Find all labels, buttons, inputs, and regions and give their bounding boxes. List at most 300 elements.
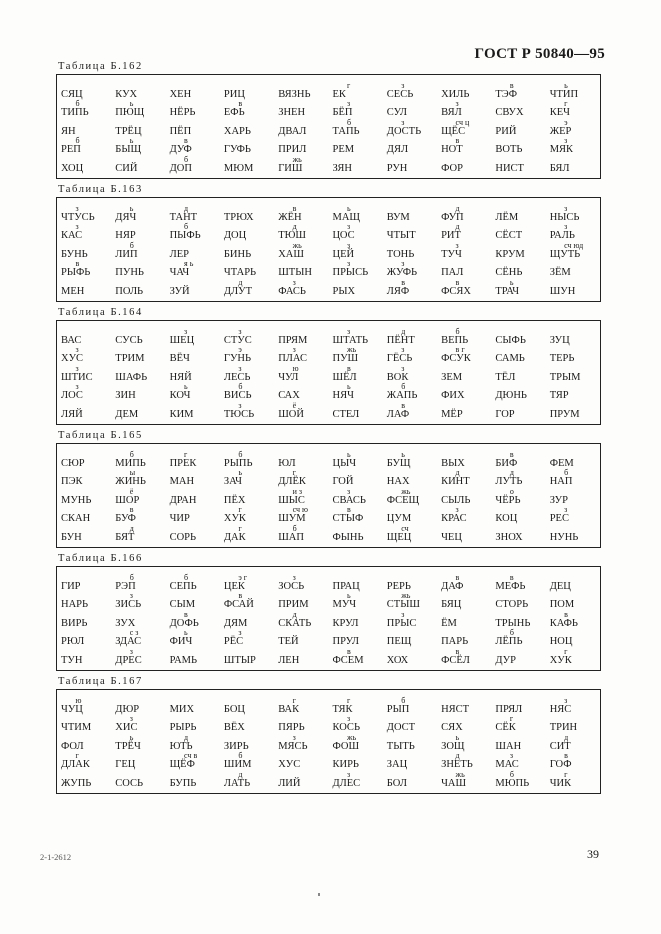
word-cell <box>274 778 328 790</box>
word-text: ЛАТЬ <box>223 778 251 789</box>
word-text: ПРЫС <box>386 617 417 629</box>
word-text: СОРЬ <box>169 532 197 543</box>
table-row <box>57 101 600 120</box>
pronunciation-note: жь <box>401 486 411 496</box>
word-text: БОЛ <box>386 778 407 789</box>
pronunciation-note: в <box>455 572 460 582</box>
table-row <box>57 470 600 489</box>
word-cell <box>383 107 437 119</box>
word-text: ДОП <box>169 163 192 174</box>
word-cell <box>546 163 600 175</box>
pronunciation-note: жь <box>292 155 302 164</box>
word-cell <box>220 163 274 175</box>
pronunciation-note: жь <box>401 591 411 601</box>
word-cell <box>57 89 111 101</box>
word-text: ТРЮХ <box>223 211 254 223</box>
word-text: САХ <box>278 390 300 402</box>
pronunciation-note: з <box>401 117 405 127</box>
pronunciation-note: в <box>564 751 568 761</box>
word-text: ЧТУСЬ <box>61 211 95 223</box>
word-text: ДОФЬ <box>169 617 199 629</box>
word-cell <box>111 618 165 630</box>
word-text: БУЩ <box>386 457 411 469</box>
word-text: СИТ <box>549 740 571 752</box>
word-cell <box>57 286 111 298</box>
word-cell <box>383 695 437 716</box>
pronunciation-note: з <box>75 382 79 392</box>
word-cell <box>437 390 491 402</box>
word-text: ДОЦ <box>223 230 247 242</box>
word-cell <box>111 163 165 175</box>
word-cell <box>383 230 437 242</box>
pronunciation-note: з <box>346 326 351 336</box>
word-cell <box>546 732 600 753</box>
word-text: СЯХ <box>441 722 463 734</box>
word-cell <box>111 230 165 242</box>
pronunciation-note: в <box>184 136 188 146</box>
word-cell <box>274 609 328 630</box>
word-cell <box>111 732 165 753</box>
table-row <box>57 402 600 421</box>
word-cell <box>546 505 600 525</box>
word-cell <box>220 628 274 648</box>
word-cell <box>220 495 274 507</box>
word-cell <box>437 409 491 421</box>
word-cell <box>491 80 545 101</box>
word-cell <box>437 770 491 790</box>
word-cell <box>220 126 274 138</box>
pronunciation-note: б <box>401 382 406 392</box>
word-cell <box>491 163 545 175</box>
word-cell <box>57 222 111 242</box>
word-cell <box>328 286 382 298</box>
word-cell <box>57 618 111 630</box>
pronunciation-note: с з <box>129 628 139 638</box>
word-text: ФИХ <box>441 390 465 402</box>
pronunciation-note: б <box>238 382 243 392</box>
word-text: ЧИР <box>169 513 190 525</box>
word-cell <box>57 778 111 790</box>
pronunciation-note: б <box>75 136 80 146</box>
word-cell <box>57 722 111 734</box>
word-text: ШЁЛ <box>332 371 357 383</box>
word-text: ЩЁС <box>441 125 466 137</box>
word-cell <box>111 240 165 261</box>
word-cell <box>111 136 165 156</box>
word-cell <box>546 532 600 544</box>
pronunciation-note: г <box>564 99 568 109</box>
word-cell <box>274 267 328 279</box>
word-cell <box>220 524 274 544</box>
word-cell <box>546 495 600 507</box>
word-text: БЯЦ <box>441 599 462 611</box>
word-text: ФСАЙ <box>223 599 254 611</box>
pronunciation-note: и з <box>292 486 303 496</box>
word-text: ШЕЦ <box>169 334 195 346</box>
pronunciation-note: з <box>75 363 79 373</box>
pronunciation-note: з <box>509 751 514 761</box>
word-text: ХУК <box>549 655 572 666</box>
word-cell <box>328 449 382 470</box>
word-cell <box>491 126 545 138</box>
word-text: НАРЬ <box>61 599 89 611</box>
word-cell <box>546 203 600 224</box>
word-text: ФСЯХ <box>441 286 471 297</box>
word-text: ГУНЬ <box>223 353 252 365</box>
word-text: ПЫФЬ <box>169 230 201 242</box>
word-cell <box>437 495 491 507</box>
word-text: ГУФЬ <box>223 144 251 156</box>
pronunciation-note: д <box>564 732 569 742</box>
word-cell <box>166 599 220 611</box>
table-row <box>57 451 600 470</box>
word-text: ЮТЬ <box>169 740 193 752</box>
pronunciation-note: б <box>238 751 243 761</box>
word-cell <box>546 751 600 771</box>
word-text: ЗОСЬ <box>278 580 305 592</box>
pronunciation-note: з <box>401 259 405 269</box>
document-title: ГОСТ Р 50840—95 <box>474 46 605 62</box>
pronunciation-note: д <box>238 770 243 779</box>
word-cell <box>491 770 545 790</box>
word-text: ЛОС <box>61 390 83 402</box>
word-cell <box>274 126 328 138</box>
word-cell <box>328 770 382 790</box>
word-cell <box>220 144 274 156</box>
table-caption: Таблица Б.166 <box>58 553 143 564</box>
word-text: СТЫФ <box>332 513 364 525</box>
pronunciation-note: з <box>346 259 351 269</box>
word-text: ЛУТЬ <box>495 476 523 488</box>
pronunciation-note: в г <box>455 345 465 355</box>
pronunciation-note: в <box>292 203 297 213</box>
word-text: ДЛАК <box>61 759 90 771</box>
word-table <box>56 320 601 425</box>
pronunciation-note: з <box>346 770 351 779</box>
word-cell <box>220 591 274 611</box>
word-text: ПЮЩ <box>115 107 145 119</box>
pronunciation-note: з <box>238 326 242 336</box>
word-text: ШТАТЬ <box>332 334 369 346</box>
word-text: ЦУМ <box>386 513 412 525</box>
word-text: ПЭК <box>61 476 83 488</box>
word-cell <box>491 212 545 224</box>
word-text: БУН <box>61 532 82 543</box>
word-text: ЗДАС <box>115 636 142 648</box>
word-cell <box>111 449 165 470</box>
pronunciation-note: з <box>564 505 568 515</box>
word-text: ТРАЧ <box>495 286 520 297</box>
word-cell <box>546 468 600 488</box>
word-cell <box>328 203 382 224</box>
pronunciation-note: з <box>564 136 568 146</box>
word-text: ТРИМ <box>115 353 145 365</box>
word-text: НЯР <box>115 230 136 242</box>
word-cell <box>57 655 111 667</box>
pronunciation-note: з <box>401 345 405 355</box>
pronunciation-note: д <box>455 751 460 761</box>
word-cell <box>57 532 111 544</box>
pronunciation-note: я ь <box>184 259 194 269</box>
word-cell <box>166 449 220 470</box>
table-row <box>57 279 600 298</box>
pronunciation-note: в <box>184 609 188 619</box>
table-row <box>57 753 600 772</box>
word-cell <box>220 741 274 753</box>
word-text: ВЫХ <box>441 457 465 469</box>
word-text: ТЮШ <box>278 230 306 242</box>
word-text: РЫП <box>386 703 410 715</box>
word-text: ДЯМ <box>223 617 248 629</box>
word-cell <box>166 259 220 279</box>
pronunciation-note: д <box>184 732 189 742</box>
pronunciation-note: б <box>184 572 189 582</box>
word-cell <box>328 409 382 421</box>
pronunciation-note: з <box>238 401 242 410</box>
word-cell <box>328 163 382 175</box>
word-cell <box>328 80 382 101</box>
word-cell <box>383 80 437 101</box>
word-text: ТЁЛ <box>495 371 516 383</box>
word-cell <box>383 144 437 156</box>
word-cell <box>491 655 545 667</box>
word-text: РЁС <box>223 636 244 648</box>
table-row <box>57 138 600 157</box>
word-text: ЕФЬ <box>223 107 245 119</box>
pronunciation-note: з <box>238 628 242 638</box>
pronunciation-note: з <box>564 222 568 232</box>
word-text: ДЮНЬ <box>495 390 527 402</box>
word-text: ПРЫСЬ <box>332 267 369 279</box>
word-cell <box>491 486 545 507</box>
word-cell <box>166 722 220 734</box>
word-cell <box>383 722 437 734</box>
word-cell <box>383 259 437 279</box>
word-text: ХУС <box>278 759 301 771</box>
word-text: ФЫНЬ <box>332 532 364 543</box>
word-cell <box>328 618 382 630</box>
word-text: СВАСЬ <box>332 494 366 506</box>
word-text: ТЕРЬ <box>549 353 575 365</box>
pronunciation-note: д <box>455 203 460 213</box>
word-cell <box>111 468 165 488</box>
word-text: РИЙ <box>495 125 517 137</box>
table-caption: Таблица Б.165 <box>58 430 143 441</box>
word-cell <box>166 476 220 488</box>
word-text: НУНЬ <box>549 532 579 543</box>
word-cell <box>166 609 220 630</box>
word-text: РИТ <box>441 230 461 242</box>
pronunciation-note: ь <box>129 203 134 213</box>
word-text: ЁМ <box>441 617 457 629</box>
pronunciation-note: в <box>401 278 406 287</box>
word-text: ЖИНЬ <box>115 476 146 488</box>
word-text: ЖУФЬ <box>386 267 418 279</box>
word-cell <box>166 751 220 771</box>
word-table <box>56 443 601 548</box>
word-cell <box>220 363 274 384</box>
word-text: МЮПЬ <box>495 778 530 789</box>
word-cell <box>111 409 165 421</box>
word-text: РЫПЬ <box>223 457 253 469</box>
word-cell <box>437 647 491 667</box>
word-cell <box>491 107 545 119</box>
print-code: 2-1-2612 <box>40 852 72 862</box>
word-cell <box>491 353 545 365</box>
word-cell <box>328 345 382 365</box>
word-text: ГИШ <box>278 163 303 174</box>
pronunciation-note: г <box>238 505 242 515</box>
word-text: МУНЬ <box>61 494 92 506</box>
word-text: СУСЬ <box>115 334 143 346</box>
word-text: НЯСТ <box>441 703 470 715</box>
word-cell <box>328 259 382 279</box>
word-text: ЖАПЬ <box>386 390 418 402</box>
pronunciation-note: з <box>75 203 79 213</box>
word-text: КАС <box>61 230 83 242</box>
word-text: БЯЛ <box>549 163 570 174</box>
word-cell <box>57 363 111 384</box>
word-cell <box>383 363 437 384</box>
word-text: МЯСЬ <box>278 740 308 752</box>
pronunciation-note: д <box>401 326 406 336</box>
word-text: ЕК <box>332 88 346 100</box>
word-cell <box>111 390 165 402</box>
word-text: ВАК <box>278 703 300 715</box>
word-cell <box>220 278 274 298</box>
word-text: ЧИК <box>549 778 572 789</box>
word-cell <box>437 468 491 488</box>
word-text: ЗЁМ <box>549 267 571 279</box>
word-cell <box>166 409 220 421</box>
word-text: ФСУК <box>441 353 471 365</box>
word-text: ДОСТ <box>386 722 416 734</box>
pronunciation-note: з <box>455 240 459 250</box>
word-text: ЛЁМ <box>495 211 519 223</box>
word-text: ФОЛ <box>61 740 84 752</box>
word-text: ЗАЧ <box>223 476 242 488</box>
pronunciation-note: ь <box>184 382 188 392</box>
pronunciation-note: ь <box>509 278 514 287</box>
word-text: ЧТЫТ <box>386 230 416 242</box>
word-text: НОЦ <box>549 636 573 648</box>
pronunciation-note: б <box>238 449 243 459</box>
word-cell <box>57 163 111 175</box>
word-cell <box>328 144 382 156</box>
word-text: ПЕЩ <box>386 636 412 648</box>
word-cell <box>383 401 437 421</box>
word-text: БОЦ <box>223 703 246 715</box>
word-cell <box>491 513 545 525</box>
word-cell <box>274 655 328 667</box>
word-text: ДВАЛ <box>278 125 307 137</box>
pronunciation-note: в <box>238 591 243 601</box>
word-text: ВЁХ <box>223 722 245 734</box>
word-text: СЫМ <box>169 599 196 611</box>
word-cell <box>491 714 545 734</box>
word-cell <box>57 495 111 507</box>
word-cell <box>166 572 220 593</box>
word-text: ЗЕМ <box>441 371 463 383</box>
word-cell <box>57 345 111 365</box>
word-cell <box>111 714 165 734</box>
word-cell <box>57 599 111 611</box>
word-text: ЩЁФ <box>169 759 195 771</box>
pronunciation-note: ь <box>346 449 351 459</box>
word-cell <box>383 117 437 138</box>
word-cell <box>328 99 382 119</box>
word-cell <box>437 618 491 630</box>
table-row <box>57 205 600 224</box>
word-cell <box>220 89 274 101</box>
word-text: ХОЦ <box>61 163 84 174</box>
word-text: ЗИН <box>115 390 136 402</box>
word-cell <box>57 136 111 156</box>
word-cell <box>491 372 545 384</box>
pronunciation-note: г <box>509 714 514 724</box>
table-caption: Таблица Б.167 <box>58 676 143 687</box>
word-text: СТОРЬ <box>495 599 529 611</box>
word-cell <box>220 751 274 771</box>
pronunciation-note: з <box>401 363 405 373</box>
word-cell <box>57 458 111 470</box>
table-row <box>57 716 600 735</box>
word-text: ЛАФ <box>386 409 410 420</box>
word-cell <box>491 278 545 298</box>
word-cell <box>491 249 545 261</box>
word-cell <box>383 591 437 611</box>
word-text: ВЯЗНЬ <box>278 88 311 100</box>
word-text: ЖЕР <box>549 125 572 137</box>
word-text: ЗЯН <box>332 163 352 174</box>
pronunciation-note: д <box>509 468 514 478</box>
word-text: НАХ <box>386 476 410 488</box>
word-text: ТУН <box>61 655 83 666</box>
word-text: ЧТАРЬ <box>223 267 257 279</box>
word-cell <box>220 505 274 525</box>
word-cell <box>491 468 545 488</box>
word-text: ЧУЛ <box>278 371 299 383</box>
word-text: ВЕПЬ <box>441 334 469 346</box>
pronunciation-note: б <box>455 326 460 336</box>
word-text: ЦОС <box>332 230 355 242</box>
word-text: ЗУХ <box>115 617 136 629</box>
word-text: КРУЛ <box>332 617 359 629</box>
pronunciation-note: з <box>129 647 133 656</box>
word-cell <box>166 532 220 544</box>
word-text: ЧАЧ <box>169 267 190 279</box>
word-text: ЦЕЙ <box>332 248 355 260</box>
pronunciation-note: ю <box>75 695 82 705</box>
word-text: КУХ <box>115 88 138 100</box>
table-row <box>57 630 600 649</box>
word-cell <box>437 372 491 384</box>
word-text: СЁНЬ <box>495 267 523 279</box>
word-cell <box>546 609 600 630</box>
word-cell <box>546 335 600 347</box>
word-text: МЕФЬ <box>495 580 526 592</box>
word-cell <box>57 476 111 488</box>
word-cell <box>491 390 545 402</box>
pronunciation-note: в <box>401 401 406 410</box>
word-cell <box>220 572 274 593</box>
word-cell <box>220 449 274 470</box>
word-text: ВИРЬ <box>61 617 88 629</box>
word-cell <box>437 572 491 593</box>
word-text: ЗУЦ <box>549 334 570 346</box>
word-cell <box>546 722 600 734</box>
word-cell <box>274 759 328 771</box>
